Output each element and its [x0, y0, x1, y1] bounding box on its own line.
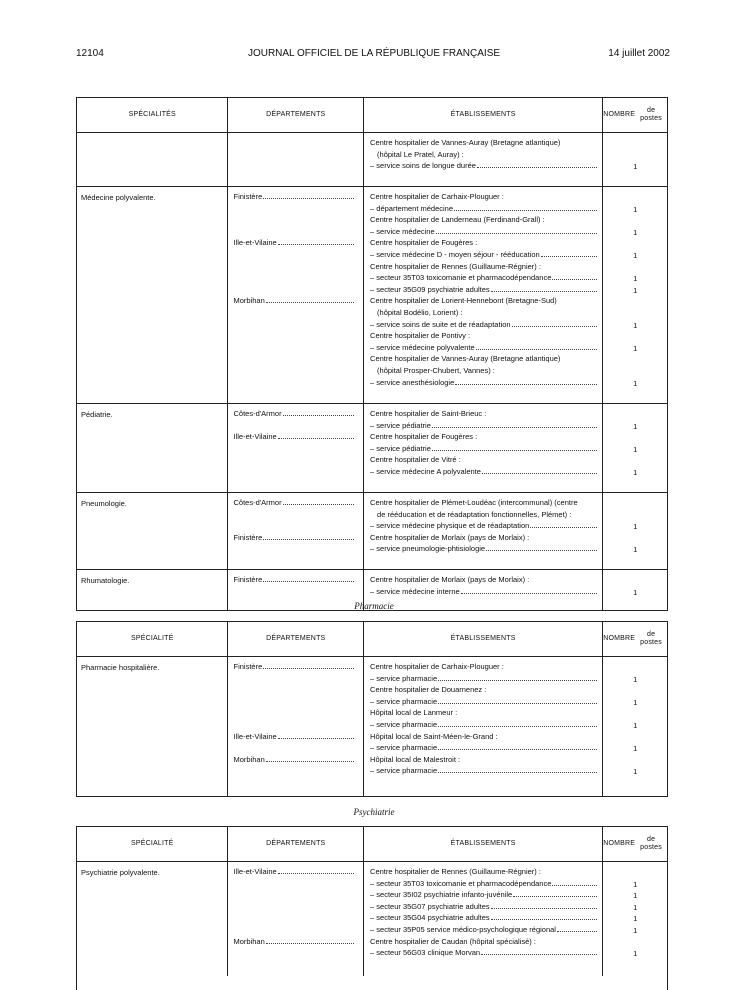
- nombre-cell: [603, 187, 667, 403]
- establishment-name: Centre hospitalier de Vitré :: [370, 455, 461, 464]
- service-text: – secteur 35I02 psychiatrie infanto-juvénile: [370, 890, 513, 899]
- establishment-name: Centre hospitalier de Saint-Brieuc :: [370, 409, 487, 418]
- dot-leader: [266, 760, 355, 762]
- departements-cell: [228, 862, 364, 976]
- dot-leader: [557, 930, 597, 932]
- postes-count: 1: [633, 379, 638, 388]
- etablissements-cell: [364, 657, 603, 796]
- dot-leader: [432, 426, 597, 428]
- establishment-name: Centre hospitalier de Rennes (Guillaume-Régnier) :: [370, 262, 541, 271]
- header-nombre: NOMBRE: [603, 840, 636, 847]
- service-text: – service médecine physique et de réadaptation: [370, 521, 530, 530]
- departement-name: Morbihan: [233, 755, 265, 764]
- departement-name: Finistère: [233, 192, 263, 201]
- specialite-label: Pédiatrie.: [81, 410, 113, 419]
- establishment-name: (hôpital Bodélio, Lorient) :: [377, 308, 463, 317]
- service-line: [370, 521, 598, 530]
- postes-count: 1: [633, 767, 638, 776]
- service-line: [370, 285, 598, 294]
- service-text: – service pharmacie: [370, 720, 438, 729]
- header-de-postes: de postes: [640, 836, 662, 851]
- dot-leader: [278, 872, 355, 874]
- departement-name: Finistère: [233, 662, 263, 671]
- header-nombre-postes: [603, 622, 667, 656]
- departements-cell: [228, 404, 364, 492]
- departement-label: [233, 867, 355, 876]
- header-nombre-postes: [603, 98, 667, 132]
- header-departements: DÉPARTEMENTS: [228, 827, 364, 861]
- specialite-cell: [77, 404, 228, 492]
- service-line: [370, 421, 598, 430]
- service-line: [370, 544, 598, 553]
- specialite-label: Psychiatrie polyvalente.: [81, 868, 160, 877]
- departement-name: Morbihan: [233, 937, 265, 946]
- postes-count: 1: [633, 286, 638, 295]
- dot-leader: [438, 679, 597, 681]
- postes-count: 1: [633, 522, 638, 531]
- section-title-psychiatrie: Psychiatrie: [353, 807, 395, 817]
- departement-label: [233, 296, 355, 305]
- postes-count: 1: [633, 949, 638, 958]
- dot-leader: [432, 449, 597, 451]
- departement-label: [233, 409, 355, 418]
- service-line: [370, 948, 598, 957]
- header-specialite: SPÉCIALITÉ: [77, 622, 228, 656]
- specialite-label: Pneumologie.: [81, 499, 127, 508]
- postes-count: 1: [633, 162, 638, 171]
- dot-leader: [476, 348, 597, 350]
- dot-leader: [552, 278, 597, 280]
- specialite-cell: [77, 187, 228, 403]
- dot-leader: [278, 243, 355, 245]
- specialite-label: Pharmacie hospitalière.: [81, 663, 160, 672]
- dot-leader: [436, 232, 597, 234]
- departements-cell: [228, 657, 364, 796]
- nombre-cell: [603, 862, 667, 976]
- establishment-name: (hôpital Le Pratel, Auray) :: [377, 150, 464, 159]
- service-text: – département médecine: [370, 204, 453, 213]
- postes-count: 1: [633, 228, 638, 237]
- departement-label: [233, 432, 355, 441]
- establishment-name: Centre hospitalier de Morlaix (pays de Morlaix) :: [370, 533, 530, 542]
- service-text: – service pharmacie: [370, 743, 438, 752]
- service-text: – secteur 35P05 service médico-psychologique régional: [370, 925, 556, 934]
- dot-leader: [454, 209, 597, 211]
- establishment-name: Hôpital local de Saint-Méen-le-Grand :: [370, 732, 498, 741]
- dot-leader: [263, 667, 354, 669]
- header-etablissements: ÉTABLISSEMENTS: [364, 622, 603, 656]
- postes-count: 1: [633, 422, 638, 431]
- table-row-group: [77, 862, 667, 976]
- service-text: – service anesthésiologie: [370, 378, 455, 387]
- service-text: – service pharmacie: [370, 766, 438, 775]
- departement-label: [233, 498, 355, 507]
- service-line: [370, 674, 598, 683]
- dot-leader: [263, 197, 354, 199]
- dot-leader: [477, 166, 597, 168]
- header-specialite: SPÉCIALITÉ: [77, 827, 228, 861]
- service-text: – service médecine interne: [370, 587, 460, 596]
- postes-count: 1: [633, 914, 638, 923]
- specialite-label: Médecine polyvalente.: [81, 193, 156, 202]
- service-line: [370, 378, 598, 387]
- establishment-name: Centre hospitalier de Pontivy :: [370, 331, 471, 340]
- specialite-cell: [77, 657, 228, 796]
- header-nombre: NOMBRE: [603, 635, 636, 642]
- dot-leader: [438, 725, 597, 727]
- departement-name: Ille-et-Vilaine: [233, 867, 277, 876]
- header-etablissements: ÉTABLISSEMENTS: [364, 98, 603, 132]
- dot-leader: [491, 290, 597, 292]
- establishment-name: Hôpital local de Lanmeur :: [370, 708, 458, 717]
- departement-label: [233, 732, 355, 741]
- etablissements-cell: [364, 404, 603, 492]
- table-row-group: [77, 187, 667, 404]
- establishment-name: (hôpital Prosper-Chubert, Vannes) :: [377, 366, 495, 375]
- header-specialite: SPÉCIALITÉS: [77, 98, 228, 132]
- departement-name: Finistère: [233, 575, 263, 584]
- dot-leader: [438, 748, 597, 750]
- dot-leader: [283, 414, 355, 416]
- postes-count: 1: [633, 744, 638, 753]
- departement-name: Côtes-d'Armor: [233, 409, 282, 418]
- departement-label: [233, 662, 355, 671]
- establishment-name: Centre hospitalier de Douarnenez :: [370, 685, 487, 694]
- postes-count: 1: [633, 721, 638, 730]
- postes-count: 1: [633, 926, 638, 935]
- dot-leader: [278, 437, 355, 439]
- departements-cell: [228, 133, 364, 186]
- service-text: – secteur 35G09 psychiatrie adultes: [370, 285, 490, 294]
- establishment-name: Centre hospitalier de Lorient-Hennebont (Bretagne-Sud): [370, 296, 557, 305]
- dot-leader: [263, 580, 354, 582]
- header-departements: DÉPARTEMENTS: [228, 622, 364, 656]
- postes-count: 1: [633, 344, 638, 353]
- departement-name: Côtes-d'Armor: [233, 498, 282, 507]
- service-line: [370, 913, 598, 922]
- journal-title: JOURNAL OFFICIEL DE LA RÉPUBLIQUE FRANÇAISE: [247, 48, 501, 59]
- departement-name: Ille-et-Vilaine: [233, 238, 277, 247]
- dot-leader: [491, 907, 597, 909]
- service-line: [370, 587, 598, 596]
- service-text: – service pédiatrie: [370, 444, 431, 453]
- service-text: – service médecine D - moyen séjour - rééducation: [370, 250, 540, 259]
- postes-count: 1: [633, 891, 638, 900]
- establishment-name: Hôpital local de Malestroit :: [370, 755, 461, 764]
- service-text: – service pharmacie: [370, 697, 438, 706]
- section-title-pharmacie: Pharmacie: [354, 601, 394, 611]
- service-line: [370, 227, 598, 236]
- establishment-name: Centre hospitalier de Caudan (hôpital spécialisé) :: [370, 937, 536, 946]
- service-text: – secteur 35T03 toxicomanie et pharmacodépendance: [370, 879, 552, 888]
- postes-count: 1: [633, 321, 638, 330]
- table-row-group: [77, 493, 667, 570]
- specialite-cell: [77, 133, 228, 186]
- header-de-postes: de postes: [640, 631, 662, 646]
- postes-count: 1: [633, 588, 638, 597]
- dot-leader: [541, 255, 597, 257]
- service-text: – service médecine A polyvalente: [370, 467, 481, 476]
- service-line: [370, 925, 598, 934]
- service-text: – service pharmacie: [370, 674, 438, 683]
- service-line: [370, 743, 598, 752]
- page-number: 12104: [76, 48, 104, 59]
- establishment-name: Centre hospitalier de Morlaix (pays de Morlaix) :: [370, 575, 530, 584]
- departement-label: [233, 238, 355, 247]
- departements-cell: [228, 493, 364, 569]
- dot-leader: [283, 503, 355, 505]
- dot-leader: [481, 953, 597, 955]
- service-line: [370, 161, 598, 170]
- departement-name: Ille-et-Vilaine: [233, 732, 277, 741]
- establishment-name: Centre hospitalier de Carhaix-Plouguer :: [370, 662, 504, 671]
- establishment-name: Centre hospitalier de Plémet-Loudéac (intercommunal) (centre: [370, 498, 578, 507]
- table-header-row: [77, 827, 667, 862]
- service-line: [370, 273, 598, 282]
- table-row-group: [77, 657, 667, 796]
- specialite-cell: [77, 862, 228, 976]
- table-psychiatrie: [76, 826, 668, 990]
- table-header-row: [77, 98, 667, 133]
- departement-label: [233, 937, 355, 946]
- postes-count: 1: [633, 468, 638, 477]
- postes-count: 1: [633, 445, 638, 454]
- service-line: [370, 250, 598, 259]
- nombre-cell: [603, 493, 667, 569]
- establishment-name: Centre hospitalier de Rennes (Guillaume-Régnier) :: [370, 867, 541, 876]
- dot-leader: [266, 942, 355, 944]
- specialite-cell: [77, 493, 228, 569]
- establishment-name: de rééducation et de réadaptation fonctionnelles, Plémet) :: [377, 510, 572, 519]
- specialite-label: Rhumatologie.: [81, 576, 130, 585]
- postes-count: 1: [633, 880, 638, 889]
- dot-leader: [455, 383, 597, 385]
- service-text: – service soins de longue durée: [370, 161, 476, 170]
- establishment-name: Centre hospitalier de Vannes-Auray (Bretagne atlantique): [370, 354, 561, 363]
- establishment-name: Centre hospitalier de Fougères :: [370, 238, 478, 247]
- service-line: [370, 320, 598, 329]
- dot-leader: [438, 771, 597, 773]
- etablissements-cell: [364, 187, 603, 403]
- table-specialites: [76, 97, 668, 611]
- dot-leader: [552, 884, 597, 886]
- dot-leader: [278, 737, 355, 739]
- establishment-name: Centre hospitalier de Landerneau (Ferdinand-Grall) :: [370, 215, 545, 224]
- nombre-cell: [603, 657, 667, 796]
- service-text: – service médecine polyvalente: [370, 343, 475, 352]
- service-line: [370, 467, 598, 476]
- dot-leader: [512, 325, 597, 327]
- service-text: – service pneumologie-phtisiologie: [370, 544, 486, 553]
- service-line: [370, 697, 598, 706]
- service-line: [370, 444, 598, 453]
- dot-leader: [513, 895, 597, 897]
- header-nombre: NOMBRE: [603, 111, 636, 118]
- etablissements-cell: [364, 493, 603, 569]
- table-row-group: [77, 404, 667, 493]
- service-line: [370, 890, 598, 899]
- establishment-name: Centre hospitalier de Fougères :: [370, 432, 478, 441]
- postes-count: 1: [633, 903, 638, 912]
- departement-name: Morbihan: [233, 296, 265, 305]
- header-nombre-postes: [603, 827, 667, 861]
- header-departements: DÉPARTEMENTS: [228, 98, 364, 132]
- issue-date: 14 juillet 2002: [608, 48, 670, 59]
- dot-leader: [482, 472, 597, 474]
- service-line: [370, 902, 598, 911]
- dot-leader: [438, 702, 597, 704]
- table-row-group: [77, 133, 667, 187]
- service-text: – secteur 35G04 psychiatrie adultes: [370, 913, 490, 922]
- departement-name: Finistère: [233, 533, 263, 542]
- table-pharmacie: [76, 621, 668, 797]
- etablissements-cell: [364, 862, 603, 976]
- departement-name: Ille-et-Vilaine: [233, 432, 277, 441]
- header-etablissements: ÉTABLISSEMENTS: [364, 827, 603, 861]
- establishment-name: Centre hospitalier de Vannes-Auray (Bretagne atlantique): [370, 138, 561, 147]
- service-text: – secteur 35G07 psychiatrie adultes: [370, 902, 490, 911]
- dot-leader: [263, 538, 354, 540]
- postes-count: 1: [633, 274, 638, 283]
- table-header-row: [77, 622, 667, 657]
- nombre-cell: [603, 404, 667, 492]
- postes-count: 1: [633, 698, 638, 707]
- service-text: – secteur 35T03 toxicomanie et pharmacodépendance: [370, 273, 552, 282]
- departement-label: [233, 533, 355, 542]
- nombre-cell: [603, 133, 667, 186]
- postes-count: 1: [633, 251, 638, 260]
- service-line: [370, 879, 598, 888]
- postes-count: 1: [633, 205, 638, 214]
- etablissements-cell: [364, 133, 603, 186]
- service-text: – secteur 56G03 clinique Morvan: [370, 948, 481, 957]
- service-text: – service soins de suite et de réadaptation: [370, 320, 511, 329]
- departements-cell: [228, 187, 364, 403]
- service-line: [370, 204, 598, 213]
- dot-leader: [461, 592, 597, 594]
- service-line: [370, 343, 598, 352]
- dot-leader: [486, 549, 597, 551]
- service-line: [370, 720, 598, 729]
- service-text: – service médecine: [370, 227, 435, 236]
- establishment-name: Centre hospitalier de Carhaix-Plouguer :: [370, 192, 504, 201]
- departement-label: [233, 575, 355, 584]
- postes-count: 1: [633, 545, 638, 554]
- postes-count: 1: [633, 675, 638, 684]
- service-line: [370, 766, 598, 775]
- header-de-postes: de postes: [640, 107, 662, 122]
- specialite-label: [77, 133, 227, 139]
- departement-label: [233, 192, 355, 201]
- dot-leader: [491, 918, 597, 920]
- departement-label: [233, 755, 355, 764]
- dot-leader: [266, 301, 355, 303]
- service-text: – service pédiatrie: [370, 421, 431, 430]
- dot-leader: [530, 526, 597, 528]
